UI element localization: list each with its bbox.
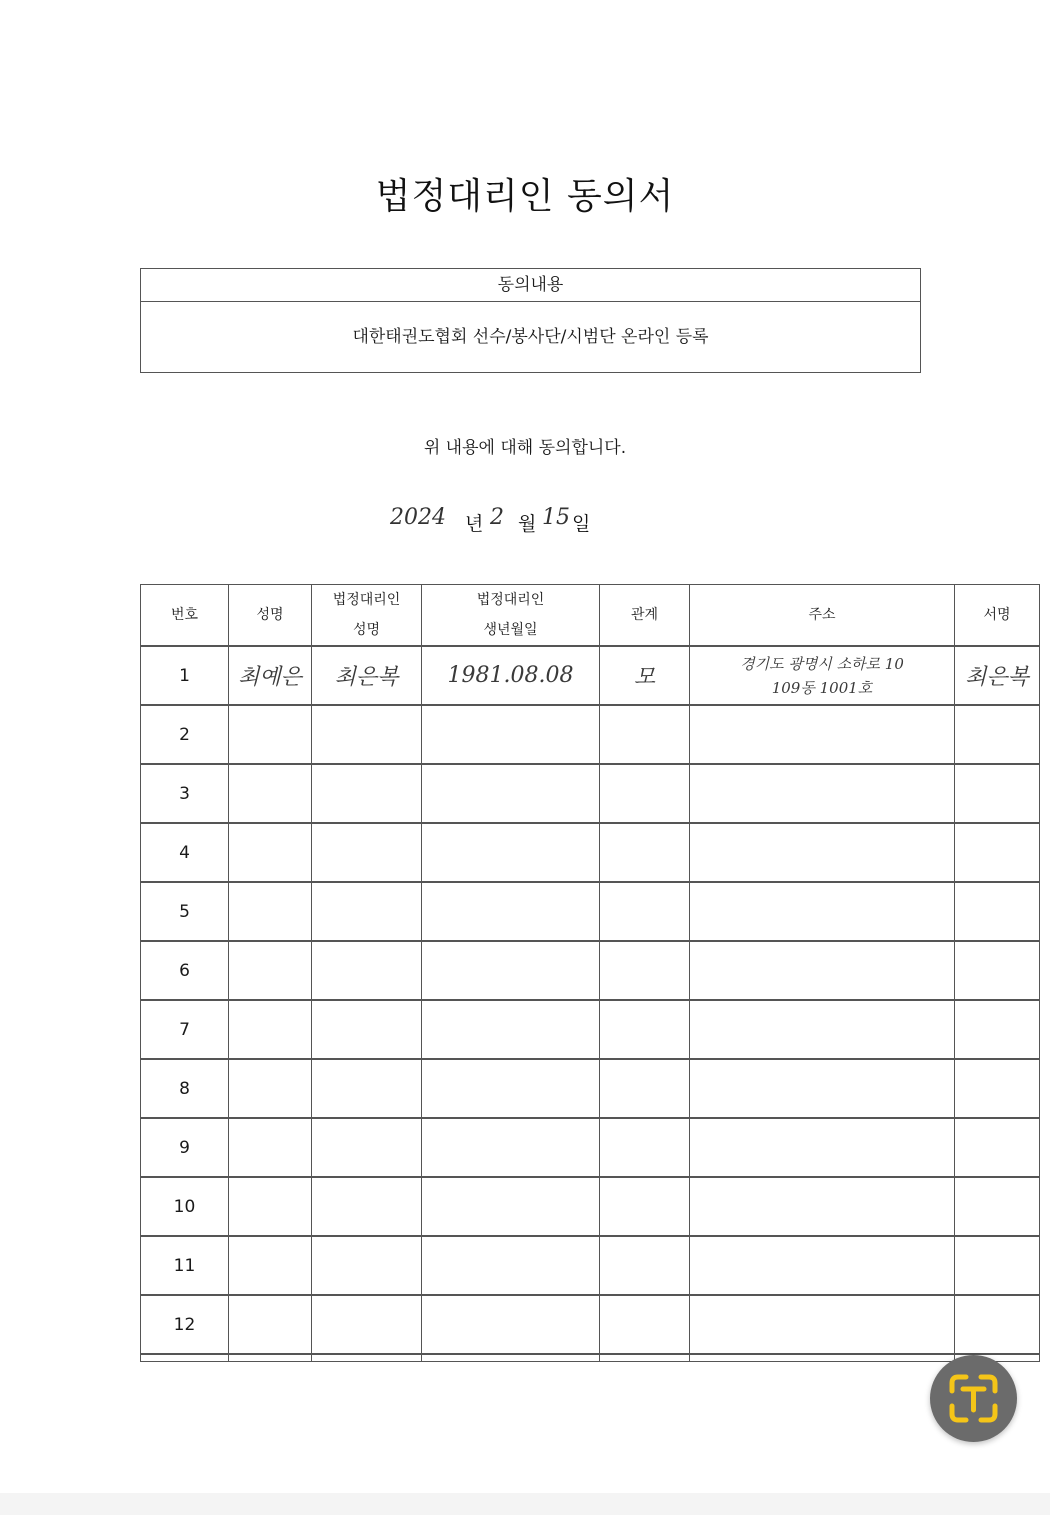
header-address: 주소 [690, 585, 955, 647]
handwritten-guardian-birth: 1981.08.08 [447, 663, 574, 688]
table-row [141, 1118, 1040, 1177]
header-guardian-name-line1: 법정대리인 [332, 592, 401, 608]
table-row [141, 1000, 1040, 1059]
table-row [141, 1177, 1040, 1236]
table-row [141, 764, 1040, 823]
row-guardian-birth [422, 646, 600, 705]
table-row [141, 1236, 1040, 1295]
handwritten-relation: 모 [633, 665, 656, 690]
date-year-unit: 년 [465, 513, 484, 535]
row-number: 2 [141, 705, 229, 764]
header-signature: 서명 [955, 585, 1040, 647]
table-row [141, 1295, 1040, 1354]
document-title: 법정대리인 동의서 [375, 176, 675, 217]
date-month-unit: 월 [518, 513, 537, 535]
row-number: 10 [141, 1177, 229, 1236]
handwritten-address-line1: 경기도 광명시 소하로 10 [740, 654, 904, 673]
table-tail-row [141, 1354, 1040, 1362]
row-number: 7 [141, 1000, 229, 1059]
agree-statement: 위 내용에 대해 동의합니다. [423, 438, 627, 458]
row-number: 4 [141, 823, 229, 882]
handwritten-name: 최예은 [238, 665, 302, 690]
bottom-thumbnail-strip [0, 1493, 1050, 1515]
handwritten-guardian-name: 최은복 [334, 665, 399, 690]
row-number: 5 [141, 882, 229, 941]
header-name: 성명 [229, 585, 312, 647]
roster-table [140, 584, 1040, 1362]
date-day-unit: 일 [572, 513, 591, 535]
consent-body: 대한태권도협회 선수/봉사단/시범단 온라인 등록 [352, 327, 709, 347]
row-number: 11 [141, 1236, 229, 1295]
header-guardian-birth-line2: 생년월일 [483, 622, 538, 638]
header-guardian-birth-line1: 법정대리인 [476, 592, 545, 608]
table-row [141, 882, 1040, 941]
table-header-row [141, 585, 1040, 647]
row-address [690, 646, 955, 705]
row-name [229, 646, 312, 705]
header-guardian-birth [422, 585, 600, 647]
header-guardian-name [312, 585, 422, 647]
consent-header: 동의내용 [141, 269, 920, 302]
date-year: 2024 [390, 505, 446, 530]
row-number: 1 [141, 646, 229, 705]
row-signature [955, 646, 1040, 705]
header-no: 번호 [141, 585, 229, 647]
consent-box [140, 268, 921, 373]
row-relation [600, 646, 690, 705]
handwritten-address-line2: 109동 1001호 [771, 678, 873, 697]
text-scan-icon [930, 1355, 1017, 1442]
date-day: 15 [542, 505, 570, 530]
table-row [141, 705, 1040, 764]
date-month: 2 [490, 505, 504, 530]
row-number: 6 [141, 941, 229, 1000]
table-row [141, 1059, 1040, 1118]
row-number: 12 [141, 1295, 229, 1354]
row-number: 9 [141, 1118, 229, 1177]
row-number: 3 [141, 764, 229, 823]
table-row [141, 823, 1040, 882]
row-guardian-name [312, 646, 422, 705]
handwritten-signature: 최은복 [965, 665, 1029, 690]
table-row [141, 646, 1040, 705]
header-relation: 관계 [600, 585, 690, 647]
table-row [141, 941, 1040, 1000]
header-guardian-name-line2: 성명 [352, 622, 381, 638]
row-number: 8 [141, 1059, 229, 1118]
text-scan-button[interactable] [930, 1355, 1017, 1442]
